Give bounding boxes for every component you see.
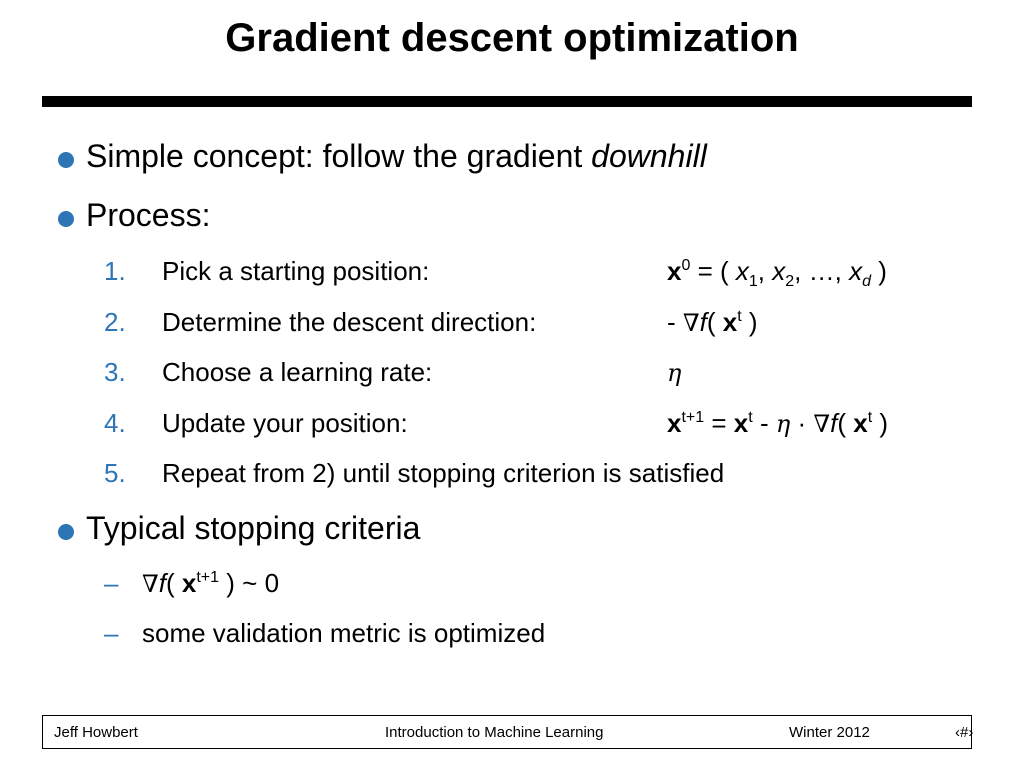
step-math-update: $x^{t+1} = x^t - \eta \cdot \nabla f$( $x^t$ ) [667,408,889,438]
bullet-emphasis: downhill [591,138,707,174]
step-label: Pick a starting position: [162,256,430,286]
footer-page-number: ‹#› [955,724,974,741]
title-rule [42,96,972,107]
step-label: Repeat from 2) until stopping criterion is satisfied [162,458,725,488]
eta-symbol: η [667,359,682,387]
step-math-direction: - ∇f( $x^t$ ) [667,307,758,337]
step-math-eta [667,357,681,388]
step-number: 5. [104,458,126,488]
step-number: 4. [104,408,126,438]
footer-bar [42,715,972,749]
slide-title: Gradient descent optimization [225,16,799,60]
nabla-symbol: ∇ [682,309,700,337]
bullet-dot [58,524,74,540]
step-number: 3. [104,357,126,387]
bullet-process: Process: [86,197,211,233]
dash-marker: – [104,618,119,648]
footer-course: Introduction to Machine Learning [385,724,604,741]
bullet-dot [58,211,74,227]
step-number: 1. [104,256,126,286]
dash-marker: – [104,568,119,598]
bullet-text: Simple concept: follow the gradient [86,138,592,174]
step-label: Choose a learning rate: [162,357,433,387]
step-math-start: $x^0$ = ( $x_1$, $x_2$, …, $x_d$ ) [667,256,887,290]
criterion-gradient: ∇f( $x^{t+1}$ ) ~ 0 [142,568,280,598]
bullet-stopping-criteria: Typical stopping criteria [86,510,421,546]
footer-author: Jeff Howbert [54,724,138,741]
step-label: Update your position: [162,408,408,438]
step-number: 2. [104,307,126,337]
criterion-validation: some validation metric is optimized [142,618,546,648]
step-label: Determine the descent direction: [162,307,537,337]
bullet-simple-concept [86,138,707,175]
footer-term: Winter 2012 [789,724,870,741]
bullet-dot [58,152,74,168]
